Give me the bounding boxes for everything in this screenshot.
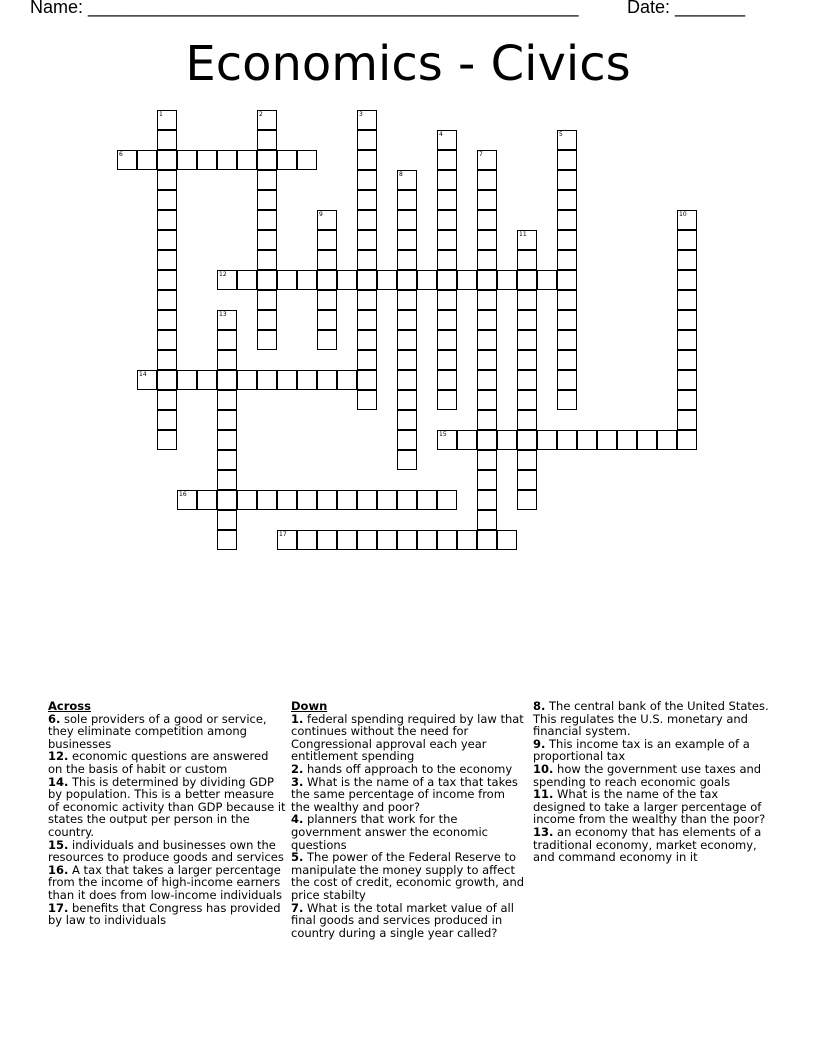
- crossword-cell[interactable]: [437, 330, 457, 350]
- crossword-cell[interactable]: [257, 150, 277, 170]
- clue-number: 12: [219, 271, 227, 278]
- crossword-cell[interactable]: [397, 190, 417, 210]
- crossword-cell[interactable]: [497, 530, 517, 550]
- crossword-cell[interactable]: [357, 250, 377, 270]
- crossword-cell[interactable]: [557, 210, 577, 230]
- crossword-cell-15[interactable]: [437, 430, 457, 450]
- crossword-cell[interactable]: [677, 370, 697, 390]
- crossword-cell[interactable]: [297, 530, 317, 550]
- clue-text: planners that work for the government answer the economic questions: [291, 812, 488, 852]
- crossword-cell[interactable]: [377, 270, 397, 290]
- crossword-cell[interactable]: [477, 450, 497, 470]
- crossword-cell[interactable]: [137, 150, 157, 170]
- clue-number: 15: [439, 431, 447, 438]
- crossword-cell[interactable]: [557, 370, 577, 390]
- crossword-cell[interactable]: [517, 330, 537, 350]
- clue-number: 2: [259, 111, 263, 118]
- crossword-cell[interactable]: [557, 150, 577, 170]
- crossword-cell[interactable]: [437, 150, 457, 170]
- clue-text: sole providers of a good or service, they eliminate competition among businesses: [48, 711, 267, 751]
- crossword-cell[interactable]: [517, 370, 537, 390]
- crossword-cell[interactable]: [597, 430, 617, 450]
- crossword-cell[interactable]: [317, 490, 337, 510]
- clue-number: 3: [359, 111, 363, 118]
- crossword-cell[interactable]: [257, 370, 277, 390]
- clue-item: [291, 902, 527, 940]
- clue-text: What is the name of the tax designed to take a larger percentage of income from the wealthy than the poor?: [533, 787, 766, 827]
- clue-number: 10: [679, 211, 687, 218]
- crossword-cell[interactable]: [257, 210, 277, 230]
- clue-number: 17.: [48, 900, 69, 915]
- clue-text: What is the total market value of all final goods and services produced in country during a single year called?: [291, 900, 514, 940]
- clue-item: [533, 788, 769, 826]
- crossword-cell[interactable]: [177, 370, 197, 390]
- crossword-cell[interactable]: [677, 250, 697, 270]
- crossword-cell[interactable]: [217, 510, 237, 530]
- crossword-cell[interactable]: [437, 230, 457, 250]
- crossword-cell[interactable]: [517, 250, 537, 270]
- crossword-cell[interactable]: [477, 230, 497, 250]
- crossword-cell[interactable]: [557, 190, 577, 210]
- crossword-cell[interactable]: [257, 230, 277, 250]
- down-heading: Down: [291, 699, 328, 713]
- crossword-cell-10[interactable]: [677, 210, 697, 230]
- crossword-cell[interactable]: [157, 270, 177, 290]
- crossword-cell-4[interactable]: [437, 130, 457, 150]
- crossword-cell[interactable]: [157, 250, 177, 270]
- crossword-cell[interactable]: [397, 270, 417, 290]
- crossword-cell[interactable]: [677, 430, 697, 450]
- crossword-cell[interactable]: [357, 290, 377, 310]
- crossword-cell[interactable]: [517, 490, 537, 510]
- crossword-cell[interactable]: [237, 490, 257, 510]
- crossword-cell[interactable]: [457, 430, 477, 450]
- crossword-cell-12[interactable]: [217, 270, 237, 290]
- clue-number: 5: [559, 131, 563, 138]
- crossword-cell[interactable]: [217, 370, 237, 390]
- clue-item: [48, 864, 286, 902]
- crossword-cell[interactable]: [277, 490, 297, 510]
- crossword-cell[interactable]: [537, 430, 557, 450]
- clue-text: how the government use taxes and spending to reach economic goals: [533, 761, 762, 789]
- crossword-cell[interactable]: [437, 270, 457, 290]
- down-clues-continued: [533, 700, 769, 864]
- crossword-cell[interactable]: [677, 270, 697, 290]
- crossword-cell[interactable]: [477, 430, 497, 450]
- crossword-cell[interactable]: [157, 410, 177, 430]
- crossword-cell[interactable]: [257, 330, 277, 350]
- crossword-cell[interactable]: [157, 130, 177, 150]
- crossword-cell[interactable]: [197, 370, 217, 390]
- crossword-cell[interactable]: [397, 350, 417, 370]
- crossword-cell[interactable]: [397, 490, 417, 510]
- crossword-cell[interactable]: [377, 530, 397, 550]
- crossword-cell[interactable]: [437, 390, 457, 410]
- clue-item: [48, 776, 286, 839]
- crossword-cell[interactable]: [297, 150, 317, 170]
- crossword-cell[interactable]: [437, 530, 457, 550]
- clue-number: 8: [399, 171, 403, 178]
- crossword-cell[interactable]: [257, 490, 277, 510]
- crossword-cell[interactable]: [317, 250, 337, 270]
- clue-number: 11.: [533, 787, 554, 802]
- down-clues: [291, 700, 527, 939]
- crossword-cell[interactable]: [517, 290, 537, 310]
- clue-number: 16: [179, 491, 187, 498]
- clue-text: economic questions are answered on the basis of habit or custom: [48, 749, 269, 776]
- clue-item: [533, 700, 769, 738]
- crossword-cell[interactable]: [657, 430, 677, 450]
- crossword-cell[interactable]: [477, 470, 497, 490]
- crossword-cell[interactable]: [417, 270, 437, 290]
- clue-number: 4.: [291, 812, 304, 827]
- name-line: _________________________________________________: [88, 0, 579, 17]
- crossword-cell[interactable]: [437, 370, 457, 390]
- crossword-cell[interactable]: [677, 230, 697, 250]
- crossword-cell[interactable]: [217, 530, 237, 550]
- crossword-cell[interactable]: [357, 270, 377, 290]
- clue-text: What is the name of a tax that takes the same percentage of income from the wealthy and poor?: [291, 774, 518, 814]
- crossword-cell[interactable]: [357, 170, 377, 190]
- crossword-cell[interactable]: [497, 430, 517, 450]
- crossword-cell[interactable]: [357, 490, 377, 510]
- crossword-cell[interactable]: [437, 290, 457, 310]
- clue-number: 16.: [48, 862, 69, 877]
- crossword-cell[interactable]: [677, 290, 697, 310]
- crossword-cell[interactable]: [557, 170, 577, 190]
- crossword-cell[interactable]: [157, 430, 177, 450]
- crossword-cell[interactable]: [397, 430, 417, 450]
- crossword-cell[interactable]: [357, 190, 377, 210]
- crossword-cell[interactable]: [277, 370, 297, 390]
- clue-text: hands off approach to the economy: [307, 761, 513, 776]
- across-clue-list: [48, 713, 286, 927]
- crossword-cell[interactable]: [677, 390, 697, 410]
- crossword-cell-6[interactable]: [117, 150, 137, 170]
- crossword-cell[interactable]: [297, 490, 317, 510]
- clue-number: 15.: [48, 837, 69, 852]
- crossword-cell[interactable]: [217, 390, 237, 410]
- crossword-cell[interactable]: [397, 530, 417, 550]
- crossword-cell[interactable]: [557, 270, 577, 290]
- crossword-cell[interactable]: [357, 330, 377, 350]
- clue-number: 11: [519, 231, 527, 238]
- crossword-cell[interactable]: [517, 410, 537, 430]
- crossword-cell-8[interactable]: [397, 170, 417, 190]
- clue-number: 1.: [291, 711, 304, 726]
- crossword-cell[interactable]: [157, 370, 177, 390]
- crossword-cell[interactable]: [557, 390, 577, 410]
- crossword-cell[interactable]: [377, 490, 397, 510]
- crossword-cell[interactable]: [257, 270, 277, 290]
- crossword-cell[interactable]: [337, 530, 357, 550]
- clue-number: 12.: [48, 749, 69, 764]
- crossword-cell[interactable]: [557, 310, 577, 330]
- crossword-cell-2[interactable]: [257, 110, 277, 130]
- crossword-cell[interactable]: [677, 350, 697, 370]
- crossword-cell[interactable]: [357, 530, 377, 550]
- crossword-cell[interactable]: [317, 370, 337, 390]
- crossword-cell[interactable]: [497, 270, 517, 290]
- crossword-cell-7[interactable]: [477, 150, 497, 170]
- crossword-cell[interactable]: [437, 350, 457, 370]
- crossword-cell[interactable]: [437, 190, 457, 210]
- crossword-cell[interactable]: [397, 410, 417, 430]
- crossword-cell-3[interactable]: [357, 110, 377, 130]
- crossword-cell[interactable]: [437, 170, 457, 190]
- crossword-cell[interactable]: [217, 330, 237, 350]
- crossword-cell[interactable]: [677, 330, 697, 350]
- crossword-cell[interactable]: [477, 530, 497, 550]
- crossword-cell[interactable]: [177, 150, 197, 170]
- crossword-cell[interactable]: [297, 370, 317, 390]
- crossword-cell[interactable]: [157, 230, 177, 250]
- crossword-cell[interactable]: [397, 310, 417, 330]
- clue-item: [291, 813, 527, 851]
- crossword-cell[interactable]: [437, 490, 457, 510]
- crossword-cell[interactable]: [357, 150, 377, 170]
- crossword-cell[interactable]: [477, 510, 497, 530]
- clue-text: federal spending required by law that continues without the need for Congressional approval each year entitlement spending: [291, 711, 524, 764]
- crossword-cell[interactable]: [317, 290, 337, 310]
- clue-number: 9.: [533, 736, 546, 751]
- crossword-cell[interactable]: [397, 230, 417, 250]
- crossword-cell[interactable]: [637, 430, 657, 450]
- crossword-cell-11[interactable]: [517, 230, 537, 250]
- crossword-cell[interactable]: [477, 390, 497, 410]
- crossword-cell[interactable]: [317, 530, 337, 550]
- crossword-cell[interactable]: [397, 390, 417, 410]
- crossword-cell-16[interactable]: [177, 490, 197, 510]
- crossword-cell[interactable]: [317, 230, 337, 250]
- crossword-cell[interactable]: [517, 430, 537, 450]
- crossword-cell[interactable]: [477, 210, 497, 230]
- clue-item: [48, 750, 286, 775]
- crossword-cell[interactable]: [257, 290, 277, 310]
- crossword-cell[interactable]: [477, 330, 497, 350]
- crossword-cell[interactable]: [157, 210, 177, 230]
- crossword-cell[interactable]: [397, 250, 417, 270]
- crossword-cell[interactable]: [317, 330, 337, 350]
- clue-item: [533, 826, 769, 864]
- crossword-cell[interactable]: [437, 310, 457, 330]
- crossword-cell[interactable]: [197, 490, 217, 510]
- crossword-cell[interactable]: [397, 450, 417, 470]
- crossword-cell[interactable]: [677, 310, 697, 330]
- crossword-cell[interactable]: [237, 150, 257, 170]
- clue-item: [533, 763, 769, 788]
- crossword-cell[interactable]: [217, 450, 237, 470]
- crossword-cell[interactable]: [457, 530, 477, 550]
- crossword-cell-9[interactable]: [317, 210, 337, 230]
- name-label: Name:: [30, 0, 84, 17]
- crossword-cell[interactable]: [557, 230, 577, 250]
- clue-number: 6.: [48, 711, 61, 726]
- crossword-cell[interactable]: [517, 350, 537, 370]
- crossword-cell[interactable]: [577, 430, 597, 450]
- crossword-cell[interactable]: [437, 250, 457, 270]
- crossword-cell[interactable]: [557, 290, 577, 310]
- clue-item: [291, 713, 527, 763]
- crossword-cell[interactable]: [237, 370, 257, 390]
- clue-number: 5.: [291, 850, 304, 865]
- clue-number: 6: [119, 151, 123, 158]
- crossword-cell[interactable]: [277, 150, 297, 170]
- crossword-cell[interactable]: [257, 190, 277, 210]
- crossword-cell[interactable]: [517, 470, 537, 490]
- crossword-cell[interactable]: [417, 490, 437, 510]
- crossword-cell[interactable]: [557, 350, 577, 370]
- crossword-cell[interactable]: [477, 370, 497, 390]
- crossword-cell[interactable]: [477, 250, 497, 270]
- crossword-cell[interactable]: [477, 410, 497, 430]
- crossword-cell-17[interactable]: [277, 530, 297, 550]
- clue-number: 17: [279, 531, 287, 538]
- clue-number: 13: [219, 311, 227, 318]
- crossword-cell[interactable]: [157, 150, 177, 170]
- crossword-cell[interactable]: [517, 310, 537, 330]
- crossword-cell[interactable]: [397, 290, 417, 310]
- crossword-cell[interactable]: [217, 430, 237, 450]
- crossword-cell[interactable]: [357, 210, 377, 230]
- clue-number: 14.: [48, 774, 69, 789]
- crossword-cell[interactable]: [557, 430, 577, 450]
- crossword-cell[interactable]: [557, 330, 577, 350]
- crossword-cell[interactable]: [357, 370, 377, 390]
- crossword-cell-13[interactable]: [217, 310, 237, 330]
- clue-number: 14: [139, 371, 147, 378]
- crossword-cell[interactable]: [477, 490, 497, 510]
- crossword-cell[interactable]: [317, 270, 337, 290]
- crossword-cell[interactable]: [537, 270, 557, 290]
- crossword-cell[interactable]: [357, 390, 377, 410]
- crossword-cell[interactable]: [217, 350, 237, 370]
- crossword-cell[interactable]: [157, 190, 177, 210]
- crossword-cell[interactable]: [397, 330, 417, 350]
- page-title: Economics - Civics: [185, 36, 631, 92]
- crossword-cell[interactable]: [157, 290, 177, 310]
- clue-item: [48, 713, 286, 751]
- clue-text: This is determined by dividing GDP by population. This is a better measure of economic activity than GDP because it states the output per person in the country.: [48, 774, 286, 839]
- crossword-cell[interactable]: [157, 350, 177, 370]
- crossword-cell[interactable]: [337, 490, 357, 510]
- crossword-cell[interactable]: [157, 170, 177, 190]
- crossword-cell[interactable]: [257, 310, 277, 330]
- crossword-cell[interactable]: [157, 330, 177, 350]
- crossword-cell[interactable]: [157, 310, 177, 330]
- crossword-cell[interactable]: [477, 190, 497, 210]
- crossword-cell[interactable]: [217, 490, 237, 510]
- crossword-cell[interactable]: [477, 310, 497, 330]
- clue-number: 8.: [533, 699, 546, 713]
- crossword-cell[interactable]: [217, 410, 237, 430]
- crossword-cell[interactable]: [357, 350, 377, 370]
- clue-text: The central bank of the United States. This regulates the U.S. monetary and financial system.: [533, 699, 769, 739]
- crossword-cell[interactable]: [317, 310, 337, 330]
- clue-number: 7.: [291, 900, 304, 915]
- crossword-cell[interactable]: [257, 130, 277, 150]
- clue-number: 2.: [291, 761, 304, 776]
- crossword-cell[interactable]: [477, 350, 497, 370]
- crossword-cell[interactable]: [357, 230, 377, 250]
- clue-text: an economy that has elements of a traditional economy, market economy, and command economy in it: [533, 824, 762, 865]
- crossword-cell[interactable]: [337, 370, 357, 390]
- crossword-cell[interactable]: [477, 270, 497, 290]
- clue-text: A tax that takes a larger percentage from the income of high-income earners than it does from low-income individuals: [48, 862, 282, 902]
- crossword-cell[interactable]: [337, 270, 357, 290]
- clue-number: 7: [479, 151, 483, 158]
- crossword-cell[interactable]: [297, 270, 317, 290]
- clue-item: [48, 839, 286, 864]
- clue-text: individuals and businesses own the resources to produce goods and services: [48, 837, 284, 865]
- clue-number: 13.: [533, 824, 554, 839]
- across-heading: Across: [48, 699, 91, 713]
- crossword-cell[interactable]: [197, 150, 217, 170]
- crossword-cell[interactable]: [517, 270, 537, 290]
- across-clues: [48, 700, 286, 927]
- clue-text: This income tax is an example of a proportional tax: [533, 736, 750, 764]
- crossword-cell-5[interactable]: [557, 130, 577, 150]
- crossword-cell[interactable]: [257, 250, 277, 270]
- clue-item: [48, 902, 286, 927]
- clue-item: [533, 738, 769, 763]
- clue-item: [291, 851, 527, 901]
- clue-number: 1: [159, 111, 163, 118]
- crossword-cell[interactable]: [357, 310, 377, 330]
- clue-number: 3.: [291, 774, 304, 789]
- crossword-cell[interactable]: [277, 270, 297, 290]
- crossword-cell[interactable]: [397, 210, 417, 230]
- down-clue-list: [291, 713, 527, 940]
- clue-number: 10.: [533, 761, 554, 776]
- crossword-cell[interactable]: [617, 430, 637, 450]
- clue-number: 4: [439, 131, 443, 138]
- crossword-cell[interactable]: [257, 170, 277, 190]
- crossword-cell[interactable]: [557, 250, 577, 270]
- date-label: Date:: [627, 0, 671, 17]
- crossword-cell[interactable]: [157, 390, 177, 410]
- clue-text: benefits that Congress has provided by law to individuals: [48, 900, 281, 928]
- crossword-cell[interactable]: [357, 130, 377, 150]
- clue-text: The power of the Federal Reserve to manipulate the money supply to affect the cost of credit, economic growth, and price stabilty: [291, 850, 525, 902]
- crossword-cell[interactable]: [217, 470, 237, 490]
- crossword-cell-14[interactable]: [137, 370, 157, 390]
- crossword-cell[interactable]: [217, 150, 237, 170]
- crossword-cell[interactable]: [397, 370, 417, 390]
- crossword-cell[interactable]: [477, 170, 497, 190]
- crossword-cell[interactable]: [437, 210, 457, 230]
- crossword-cell[interactable]: [677, 410, 697, 430]
- crossword-cell[interactable]: [457, 270, 477, 290]
- date-line: _______: [675, 0, 746, 17]
- down-clue-list-continued: [533, 700, 769, 864]
- crossword-cell[interactable]: [237, 270, 257, 290]
- crossword-cell[interactable]: [517, 450, 537, 470]
- clue-number: 9: [319, 211, 323, 218]
- crossword-cell[interactable]: [417, 530, 437, 550]
- clue-item: [291, 776, 527, 814]
- crossword-cell-1[interactable]: [157, 110, 177, 130]
- crossword-cell[interactable]: [477, 290, 497, 310]
- crossword-cell[interactable]: [517, 390, 537, 410]
